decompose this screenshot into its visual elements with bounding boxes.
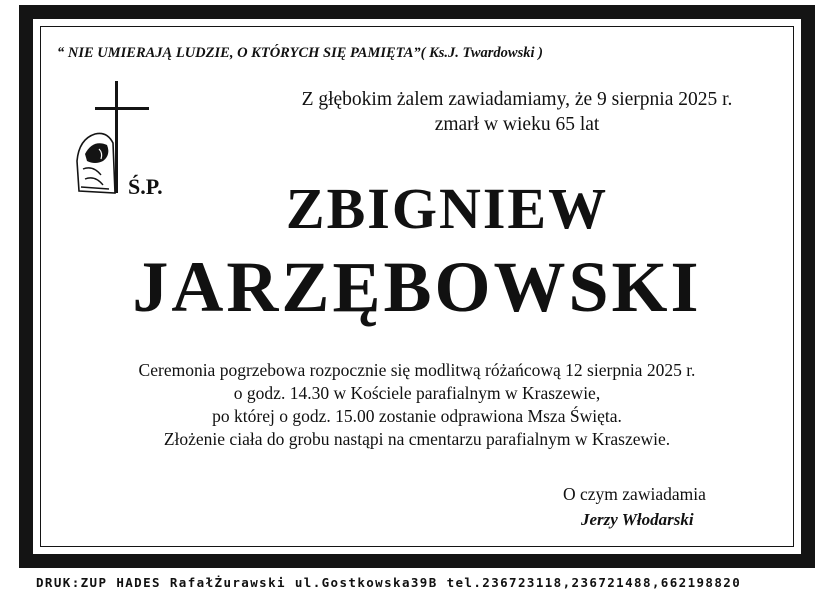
signer-name: Jerzy Włodarski — [581, 510, 694, 529]
ceremony-line-4: Złożenie ciała do grobu nastąpi na cmentarzu parafialnym w Kraszewie. — [163, 429, 671, 449]
notice-panel — [33, 19, 801, 554]
announcement — [33, 87, 801, 137]
deceased-first-name: ZBIGNIEW — [285, 176, 609, 241]
ceremony-line-3: po której o godz. 15.00 zostanie odprawiona Msza Święta. — [212, 406, 622, 426]
memorial-quote: “ NIE UMIERAJĄ LUDZIE, O KTÓRYCH SIĘ PAMIĘTA”( Ks.J. Twardowski ) — [57, 45, 543, 61]
deceased-surname: JARZĘBOWSKI — [132, 247, 702, 327]
notice-frame — [19, 5, 815, 568]
ceremony-line-2: o godz. 14.30 w Kościele parafialnym w Kraszewie, — [233, 383, 601, 403]
printer-imprint: DRUK:ZUP HADES RafałŻurawski ul.Gostkowska39B tel.236723118,236721488,662198820 — [36, 575, 742, 590]
ceremony-details — [33, 359, 801, 451]
ceremony-line-1: Ceremonia pogrzebowa rozpocznie się modlitwą różańcową 12 sierpnia 2025 r. — [138, 360, 696, 380]
sign-off-label: O czym zawiadamia — [563, 484, 706, 504]
sp-abbreviation: Ś.P. — [128, 174, 163, 199]
announcement-line-2: zmarł w wieku 65 lat — [434, 114, 600, 135]
announcement-line-1: Z głębokim żalem zawiadamiamy, że 9 sierpnia 2025 r. — [301, 89, 733, 110]
